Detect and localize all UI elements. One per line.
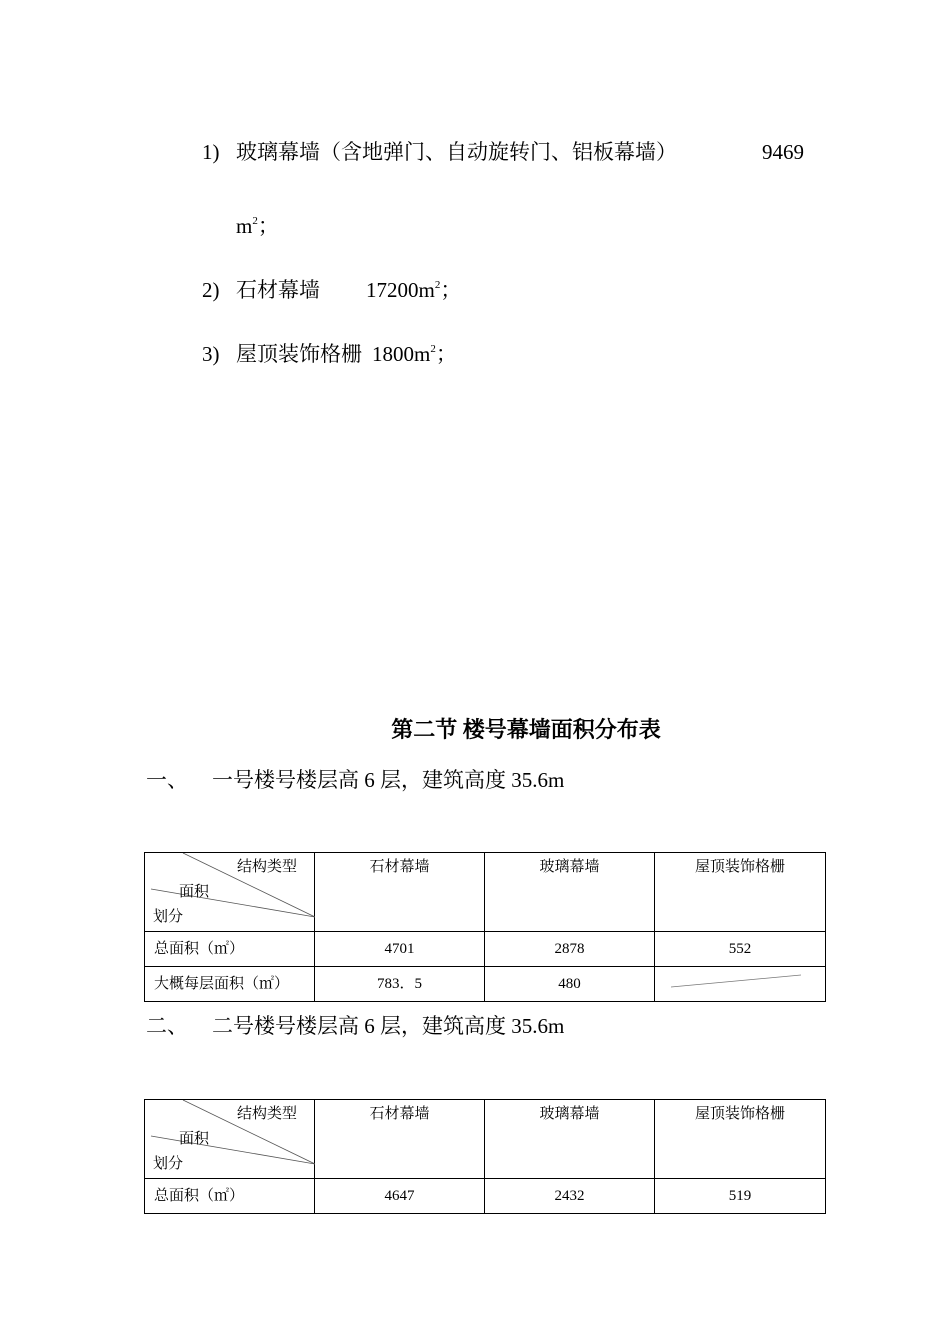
table-row (145, 932, 826, 967)
row-label: 总面积（㎡） (145, 932, 315, 967)
building-heading-2 (146, 1012, 564, 1040)
list-area: 9469 (762, 140, 804, 164)
unit-superscript: 2 (252, 215, 258, 227)
heading-index: 二、 (146, 1014, 188, 1038)
list-end: ； (257, 214, 279, 238)
cell-value: 480 (485, 967, 655, 1002)
heading-index: 一、 (146, 768, 188, 792)
section-title: 第二节 楼号幕墙面积分布表 (391, 717, 661, 742)
empty-cell (655, 967, 826, 1002)
list-item-2 (202, 276, 461, 304)
unit-superscript: 2 (430, 343, 436, 355)
list-text: 玻璃幕墙（含地弹门、自动旋转门、铝板幕墙） (236, 140, 677, 164)
heading-text: 一号楼号楼层高 6 层，建筑高度 35.6m (212, 768, 565, 792)
diag-label-division: 划分 (153, 1156, 184, 1172)
cell-value: 2432 (485, 1179, 655, 1214)
column-header: 石材幕墙 (315, 853, 485, 932)
list-text: 石材幕墙 (236, 278, 320, 302)
heading-text: 二号楼号楼层高 6 层，建筑高度 35.6m (212, 1014, 565, 1038)
area-table-2 (144, 1099, 826, 1214)
table-header-row (145, 853, 826, 932)
cell-value: 4701 (315, 932, 485, 967)
list-end: ； (435, 342, 457, 366)
list-area: 1800m (372, 342, 431, 366)
diag-label-area: 面积 (179, 1131, 210, 1147)
table-row (145, 1179, 826, 1214)
cell-value: 783．5 (315, 967, 485, 1002)
column-header: 屋顶装饰格栅 (655, 853, 826, 932)
diagonal-header-cell (145, 853, 315, 932)
list-text: 屋顶装饰格栅 (236, 342, 362, 366)
area-table-1 (144, 852, 826, 1002)
diag-label-area: 面积 (179, 884, 210, 900)
unit-text: m (236, 214, 253, 238)
diagonal-header-cell (145, 1100, 315, 1179)
cell-value: 552 (655, 932, 826, 967)
strike-line (655, 967, 826, 1001)
column-header: 屋顶装饰格栅 (655, 1100, 826, 1179)
row-label: 总面积（㎡） (145, 1179, 315, 1214)
list-number: 3) (202, 342, 220, 366)
list-item-1 (202, 138, 804, 166)
list-number: 2) (202, 278, 220, 302)
row-label: 大概每层面积（㎡） (145, 967, 315, 1002)
column-header: 玻璃幕墙 (485, 853, 655, 932)
column-header: 石材幕墙 (315, 1100, 485, 1179)
table-header-row (145, 1100, 826, 1179)
unit-superscript: 2 (434, 279, 441, 291)
column-header: 玻璃幕墙 (485, 1100, 655, 1179)
list-item-3 (202, 340, 457, 368)
cell-value: 2878 (485, 932, 655, 967)
diag-label-type: 结构类型 (237, 859, 298, 875)
list-number: 1) (202, 140, 220, 164)
list-end: ； (440, 278, 462, 302)
diag-label-division: 划分 (153, 909, 184, 925)
cell-value: 519 (655, 1179, 826, 1214)
list-area: 17200m (366, 278, 435, 302)
cell-value: 4647 (315, 1179, 485, 1214)
building-heading-1 (146, 766, 564, 794)
table-row (145, 967, 826, 1002)
diag-label-type: 结构类型 (237, 1106, 298, 1122)
list-item-1-unit (236, 212, 279, 240)
